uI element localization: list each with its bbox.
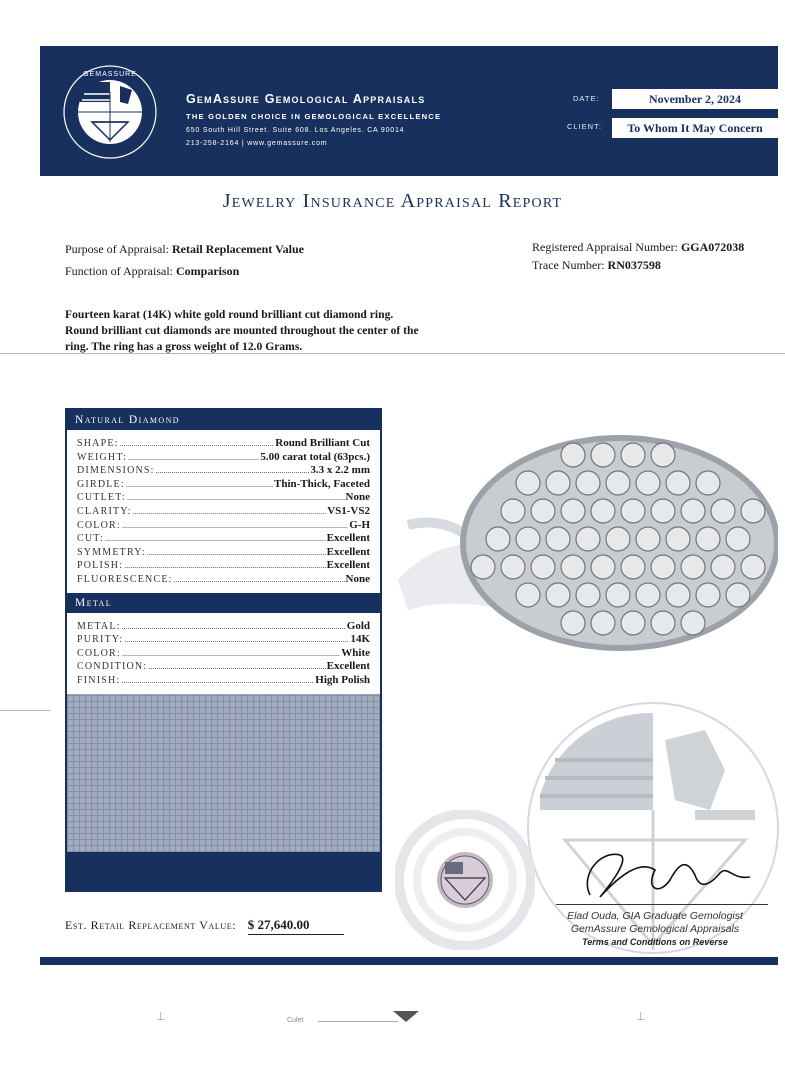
spec-row — [77, 633, 370, 647]
spec-label: POLISH: — [77, 560, 124, 572]
spec-row — [77, 464, 370, 478]
diamond-stone — [651, 555, 675, 579]
diamond-stone — [636, 527, 660, 551]
spec-value: G-H — [349, 518, 370, 531]
retail-value-label: Est. Retail Replacement Value: — [65, 918, 237, 932]
metal-table — [67, 613, 380, 694]
dot-leader — [126, 478, 273, 492]
diamond-stone — [741, 555, 765, 579]
spec-label: FINISH: — [77, 674, 121, 686]
spec-row — [77, 647, 370, 661]
spec-value: Excellent — [326, 545, 370, 558]
spec-row — [77, 674, 370, 688]
diamond-stone — [666, 583, 690, 607]
diamond-stone — [546, 527, 570, 551]
diamond-stone — [696, 471, 720, 495]
spec-label: DIMENSIONS: — [77, 465, 155, 477]
purpose-value: Retail Replacement Value — [172, 242, 304, 256]
spec-row — [77, 559, 370, 573]
spec-label: METAL: — [77, 620, 121, 632]
spec-value: None — [345, 572, 370, 585]
dot-leader — [128, 451, 259, 465]
date-field: November 2, 2024 — [612, 89, 778, 109]
diamond-stone — [606, 583, 630, 607]
culet-marker-icon — [393, 1011, 419, 1022]
spec-label: FLUORESCENCE: — [77, 573, 173, 585]
diamond-stone — [651, 499, 675, 523]
spec-row — [77, 519, 370, 533]
diamond-stone — [621, 611, 645, 635]
company-contact: 213-258-2164 | www.gemassure.com — [186, 140, 328, 147]
spec-row — [77, 620, 370, 634]
spec-row — [77, 505, 370, 519]
diamond-stone — [621, 443, 645, 467]
diamond-stone — [516, 527, 540, 551]
diamond-stone — [741, 499, 765, 523]
diamond-stone — [591, 499, 615, 523]
diamond-stone — [726, 583, 750, 607]
spec-value: 3.3 x 2.2 mm — [310, 464, 370, 477]
spec-value: Excellent — [326, 559, 370, 572]
registration-block — [532, 238, 744, 274]
diamond-stone — [681, 499, 705, 523]
diamond-stone — [621, 499, 645, 523]
diamond-stone — [651, 443, 675, 467]
natural-diamond-table — [67, 430, 380, 593]
ring-photo — [388, 405, 778, 675]
diamond-stone — [666, 527, 690, 551]
spec-value: Gold — [346, 619, 370, 632]
diamond-stone — [711, 499, 735, 523]
spec-row — [77, 478, 370, 492]
spec-label: GIRDLE: — [77, 478, 125, 490]
dot-leader — [156, 464, 310, 478]
diamond-stone — [516, 471, 540, 495]
spec-row — [77, 451, 370, 465]
specs-panel — [65, 408, 382, 892]
function-label: Function of Appraisal: — [65, 264, 173, 278]
diamond-stone — [561, 611, 585, 635]
spec-row — [77, 491, 370, 505]
company-block — [186, 92, 441, 147]
spec-value: White — [341, 646, 370, 659]
diamond-stone — [501, 555, 525, 579]
spec-value: High Polish — [315, 673, 370, 686]
reg-number-value: GGA072038 — [680, 240, 745, 254]
diamond-stone — [696, 583, 720, 607]
diamond-stone — [561, 499, 585, 523]
diamond-stone — [696, 527, 720, 551]
dot-leader — [124, 559, 325, 573]
purpose-label: Purpose of Appraisal: — [65, 242, 169, 256]
spec-value: Thin-Thick, Faceted — [274, 477, 370, 490]
spec-label: SYMMETRY: — [77, 546, 146, 558]
purpose-block — [65, 238, 304, 282]
metal-heading: Metal — [75, 596, 113, 609]
dot-leader — [105, 532, 326, 546]
scan-line — [0, 710, 50, 711]
spec-value: Excellent — [326, 532, 370, 545]
diamond-stone — [666, 471, 690, 495]
spec-label: WEIGHT: — [77, 451, 128, 463]
client-field: To Whom It May Concern — [612, 118, 778, 138]
diamond-stone — [711, 555, 735, 579]
spec-value: Excellent — [326, 660, 370, 673]
diamond-stone — [606, 527, 630, 551]
diamond-stone — [471, 555, 495, 579]
company-name: GemAssure Gemological Appraisals — [186, 92, 426, 106]
appraiser-company: GemAssure Gemological Appraisals — [570, 923, 740, 935]
diamond-stone — [546, 583, 570, 607]
dot-leader — [122, 519, 348, 533]
trace-number-value: RN037598 — [607, 258, 661, 272]
dot-leader — [127, 491, 345, 505]
signature-line — [556, 904, 768, 905]
diamond-stone — [531, 555, 555, 579]
function-value: Comparison — [176, 264, 240, 278]
diamond-stone — [681, 555, 705, 579]
spec-label: COLOR: — [77, 647, 121, 659]
spec-value: Round Brilliant Cut — [275, 437, 370, 449]
client-label: CLIENT: — [567, 122, 602, 131]
diamond-stone — [651, 611, 675, 635]
spec-value: 14K — [350, 633, 370, 646]
spec-row — [77, 546, 370, 560]
diamond-stone — [591, 555, 615, 579]
spec-value: 5.00 carat total (63pcs.) — [260, 450, 370, 463]
retail-value-amount: $ 27,640.00 — [248, 917, 344, 935]
svg-text:GEMASSURE: GEMASSURE — [83, 71, 137, 78]
culet-line — [318, 1021, 398, 1022]
dot-leader — [133, 505, 326, 519]
footer-bar — [40, 957, 778, 965]
date-label: DATE: — [573, 94, 600, 103]
diamond-stone — [636, 583, 660, 607]
diamond-stone — [501, 499, 525, 523]
diamond-stone — [681, 611, 705, 635]
item-description: Fourteen karat (14K) white gold round brilliant cut diamond ring. Round brilliant cut diamonds are mounted throughout the center of the ring. The ring has a gross weight of 12.0 Grams. — [65, 308, 419, 353]
diamond-stone — [591, 611, 615, 635]
dot-leader — [122, 620, 346, 634]
gemassure-logo — [62, 64, 158, 160]
spec-row — [77, 573, 370, 587]
dot-leader — [120, 437, 275, 451]
crop-mark: ⊥ — [636, 1011, 646, 1023]
culet-label: Culet — [287, 1017, 304, 1024]
diamond-stone — [561, 443, 585, 467]
spec-label: CUT: — [77, 533, 105, 545]
dot-leader — [124, 633, 349, 647]
diamond-stone — [621, 555, 645, 579]
diamond-stone — [546, 471, 570, 495]
appraiser-name: Elad Ouda, GIA Graduate Gemologist — [567, 910, 743, 922]
reg-number-label: Registered Appraisal Number: — [532, 240, 678, 254]
diamond-stone — [576, 471, 600, 495]
report-title: Jewelry Insurance Appraisal Report — [222, 190, 563, 212]
diamond-stone — [516, 583, 540, 607]
diamond-stone — [576, 583, 600, 607]
scan-line — [0, 353, 785, 354]
spec-row — [77, 532, 370, 546]
dot-leader — [147, 546, 326, 560]
dot-leader — [148, 660, 325, 674]
dot-leader — [122, 647, 340, 661]
spec-row — [77, 660, 370, 674]
crop-mark: ⊥ — [156, 1011, 166, 1023]
company-address: 650 South Hill Street. Suite 608. Los Angeles. CA 90014 — [186, 127, 405, 134]
spec-label: CLARITY: — [77, 505, 132, 517]
diamond-stone — [561, 555, 585, 579]
company-tagline: THE GOLDEN CHOICE IN GEMOLOGICAL EXCELLENCE — [186, 112, 442, 121]
diamond-stone — [576, 527, 600, 551]
diamond-stone — [531, 499, 555, 523]
diamond-stone — [606, 471, 630, 495]
spec-label: CUTLET: — [77, 492, 127, 504]
spec-value: None — [345, 491, 370, 504]
dot-leader — [174, 573, 345, 587]
hologram-seal — [395, 810, 535, 950]
spec-label: PURITY: — [77, 634, 124, 646]
spec-value: VS1-VS2 — [327, 504, 370, 517]
letterhead — [40, 46, 778, 176]
dot-leader — [121, 674, 314, 688]
appraiser-signature — [560, 835, 760, 910]
diamond-stone — [486, 527, 510, 551]
spec-label: COLOR: — [77, 519, 121, 531]
trace-number-label: Trace Number: — [532, 258, 605, 272]
natural-diamond-heading: Natural Diamond — [75, 414, 180, 426]
retail-value-row — [65, 917, 344, 935]
spec-label: SHAPE: — [77, 438, 119, 449]
terms-note: Terms and Conditions on Reverse — [582, 937, 728, 947]
spec-label: CONDITION: — [77, 661, 148, 673]
appraiser-block — [530, 910, 780, 949]
diamond-stone — [726, 527, 750, 551]
diamond-stone — [591, 443, 615, 467]
diamond-stone — [636, 471, 660, 495]
security-pattern — [67, 694, 380, 852]
spec-row — [77, 437, 370, 451]
